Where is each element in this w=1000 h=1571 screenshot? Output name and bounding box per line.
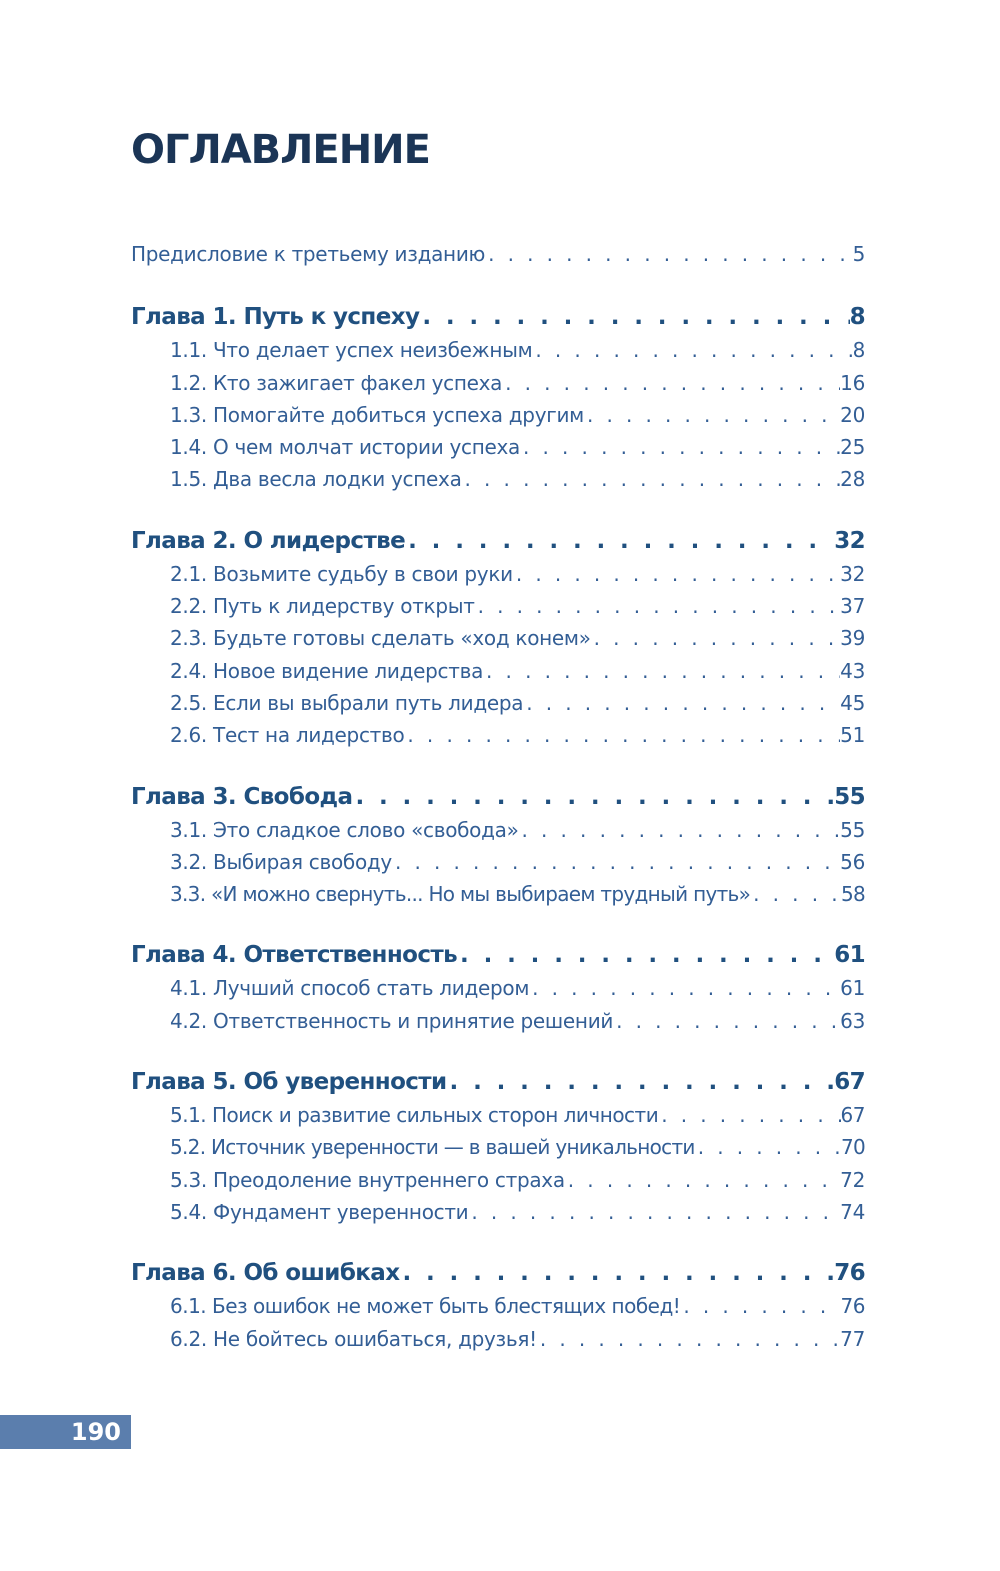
chapter-page: 67 bbox=[834, 1069, 865, 1096]
section-title: 3.2. Выбирая свободу bbox=[170, 849, 392, 874]
chapter-page: 55 bbox=[834, 783, 865, 810]
dot-leader bbox=[750, 878, 841, 910]
toc-section-3-1[interactable] bbox=[131, 814, 865, 846]
section-title: 2.6. Тест на лидерство bbox=[170, 723, 405, 748]
section-page: 56 bbox=[840, 849, 865, 874]
toc-chapter-5[interactable] bbox=[131, 1065, 865, 1099]
chapter-title: Глава 5. Об уверенности bbox=[131, 1069, 447, 1096]
table-of-contents bbox=[131, 238, 865, 1355]
dot-leader bbox=[475, 590, 841, 622]
section-page: 67 bbox=[840, 1103, 865, 1128]
section-page: 74 bbox=[840, 1199, 865, 1224]
section-page: 43 bbox=[840, 658, 865, 683]
chapter-title: Глава 3. Свобода bbox=[131, 783, 353, 810]
dot-leader bbox=[658, 1099, 840, 1131]
section-page: 51 bbox=[840, 723, 865, 748]
section-page: 39 bbox=[840, 626, 865, 651]
dot-leader bbox=[405, 524, 834, 558]
dot-leader bbox=[404, 719, 840, 751]
dot-leader bbox=[502, 367, 840, 399]
dot-leader bbox=[468, 1196, 840, 1228]
dot-leader bbox=[399, 1256, 834, 1290]
dot-leader bbox=[529, 972, 840, 1004]
section-title: 1.2. Кто зажигает факел успеха bbox=[170, 370, 503, 395]
section-title: 5.1. Поиск и развитие сильных сторон личности bbox=[170, 1103, 659, 1128]
dot-leader bbox=[584, 399, 840, 431]
section-title: 2.2. Путь к лидерству открыт bbox=[170, 594, 475, 619]
toc-chapter-4[interactable] bbox=[131, 938, 865, 972]
section-title: 1.1. Что делает успех неизбежным bbox=[170, 338, 533, 363]
section-title: 4.1. Лучший способ стать лидером bbox=[170, 976, 530, 1001]
toc-section-6-1[interactable] bbox=[131, 1290, 865, 1322]
toc-section-5-3[interactable] bbox=[131, 1164, 865, 1196]
chapter-page: 8 bbox=[849, 304, 865, 331]
toc-section-2-2[interactable] bbox=[131, 590, 865, 622]
toc-entry-preface[interactable] bbox=[131, 238, 865, 270]
toc-section-1-4[interactable] bbox=[131, 431, 865, 463]
dot-leader bbox=[532, 334, 852, 366]
section-page: 58 bbox=[840, 882, 865, 907]
section-page: 37 bbox=[840, 594, 865, 619]
toc-section-2-1[interactable] bbox=[131, 558, 865, 590]
dot-leader bbox=[447, 1065, 835, 1099]
dot-leader bbox=[519, 814, 841, 846]
section-title: 2.1. Возьмите судьбу в свои руки bbox=[170, 561, 513, 586]
toc-section-4-1[interactable] bbox=[131, 972, 865, 1004]
toc-section-3-3[interactable] bbox=[131, 878, 865, 910]
page-number: 190 bbox=[70, 1418, 121, 1446]
section-title: 2.4. Новое видение лидерства bbox=[170, 658, 484, 683]
dot-leader bbox=[565, 1164, 840, 1196]
section-page: 76 bbox=[840, 1294, 865, 1319]
dot-leader bbox=[352, 780, 834, 814]
toc-section-5-1[interactable] bbox=[131, 1099, 865, 1131]
dot-leader bbox=[419, 300, 849, 334]
section-page: 20 bbox=[840, 402, 865, 427]
chapter-page: 76 bbox=[834, 1260, 865, 1287]
dot-leader bbox=[591, 622, 840, 654]
dot-leader bbox=[520, 431, 840, 463]
section-title: 5.3. Преодоление внутреннего страха bbox=[170, 1167, 565, 1192]
section-page: 32 bbox=[840, 561, 865, 586]
chapter-page: 61 bbox=[834, 942, 865, 969]
toc-section-4-2[interactable] bbox=[131, 1005, 865, 1037]
section-page: 25 bbox=[840, 435, 865, 460]
dot-leader bbox=[680, 1290, 840, 1322]
section-page: 28 bbox=[840, 467, 865, 492]
section-title: 5.4. Фундамент уверенности bbox=[170, 1199, 469, 1224]
toc-entry-title: Предисловие к третьему изданию bbox=[131, 242, 486, 266]
toc-section-2-5[interactable] bbox=[131, 687, 865, 719]
chapter-page: 32 bbox=[834, 527, 865, 554]
section-page: 77 bbox=[840, 1326, 865, 1351]
dot-leader bbox=[513, 558, 840, 590]
toc-section-6-2[interactable] bbox=[131, 1323, 865, 1355]
section-title: 3.3. «И можно свернуть... Но мы выбираем трудный путь» bbox=[170, 882, 751, 907]
section-page: 72 bbox=[840, 1167, 865, 1192]
page-title: ОГЛАВЛЕНИЕ bbox=[131, 127, 430, 173]
toc-chapter-1[interactable] bbox=[131, 300, 865, 334]
dot-leader bbox=[462, 463, 841, 495]
toc-section-2-6[interactable] bbox=[131, 719, 865, 751]
section-title: 5.2. Источник уверенности — в вашей уникальности bbox=[170, 1135, 695, 1160]
dot-leader bbox=[485, 238, 852, 270]
toc-section-1-5[interactable] bbox=[131, 463, 865, 495]
dot-leader bbox=[695, 1131, 841, 1163]
section-title: 6.2. Не бойтесь ошибаться, друзья! bbox=[170, 1326, 537, 1351]
toc-chapter-2[interactable] bbox=[131, 524, 865, 558]
section-page: 70 bbox=[840, 1135, 865, 1160]
section-title: 1.5. Два весла лодки успеха bbox=[170, 467, 462, 492]
section-title: 1.4. О чем молчат истории успеха bbox=[170, 435, 521, 460]
page-number-bar bbox=[0, 1415, 131, 1449]
chapter-title: Глава 4. Ответственность bbox=[131, 942, 458, 969]
section-title: 3.1. Это сладкое слово «свобода» bbox=[170, 817, 519, 842]
section-page: 45 bbox=[840, 690, 865, 715]
toc-section-2-3[interactable] bbox=[131, 622, 865, 654]
dot-leader bbox=[457, 938, 834, 972]
toc-entry-page: 5 bbox=[852, 242, 865, 266]
dot-leader bbox=[537, 1323, 840, 1355]
toc-section-5-4[interactable] bbox=[131, 1196, 865, 1228]
section-page: 61 bbox=[840, 976, 865, 1001]
chapter-title: Глава 2. О лидерстве bbox=[131, 527, 406, 554]
toc-section-3-2[interactable] bbox=[131, 846, 865, 878]
section-title: 4.2. Ответственность и принятие решений bbox=[170, 1008, 614, 1033]
dot-leader bbox=[523, 687, 840, 719]
toc-section-1-3[interactable] bbox=[131, 399, 865, 431]
dot-leader bbox=[392, 846, 840, 878]
toc-section-1-2[interactable] bbox=[131, 367, 865, 399]
section-page: 16 bbox=[840, 370, 865, 395]
section-title: 1.3. Помогайте добиться успеха другим bbox=[170, 402, 584, 427]
toc-chapter-6[interactable] bbox=[131, 1256, 865, 1290]
section-page: 55 bbox=[840, 817, 865, 842]
chapter-title: Глава 6. Об ошибках bbox=[131, 1260, 400, 1287]
toc-section-5-2[interactable] bbox=[131, 1131, 865, 1163]
section-page: 63 bbox=[840, 1008, 865, 1033]
toc-chapter-3[interactable] bbox=[131, 780, 865, 814]
chapter-title: Глава 1. Путь к успеху bbox=[131, 304, 420, 331]
toc-section-2-4[interactable] bbox=[131, 655, 865, 687]
section-title: 6.1. Без ошибок не может быть блестящих побед! bbox=[170, 1294, 681, 1319]
toc-section-1-1[interactable] bbox=[131, 334, 865, 366]
dot-leader bbox=[483, 655, 840, 687]
dot-leader bbox=[613, 1005, 840, 1037]
section-title: 2.5. Если вы выбрали путь лидера bbox=[170, 690, 524, 715]
section-page: 8 bbox=[852, 338, 865, 363]
section-title: 2.3. Будьте готовы сделать «ход конем» bbox=[170, 626, 591, 651]
